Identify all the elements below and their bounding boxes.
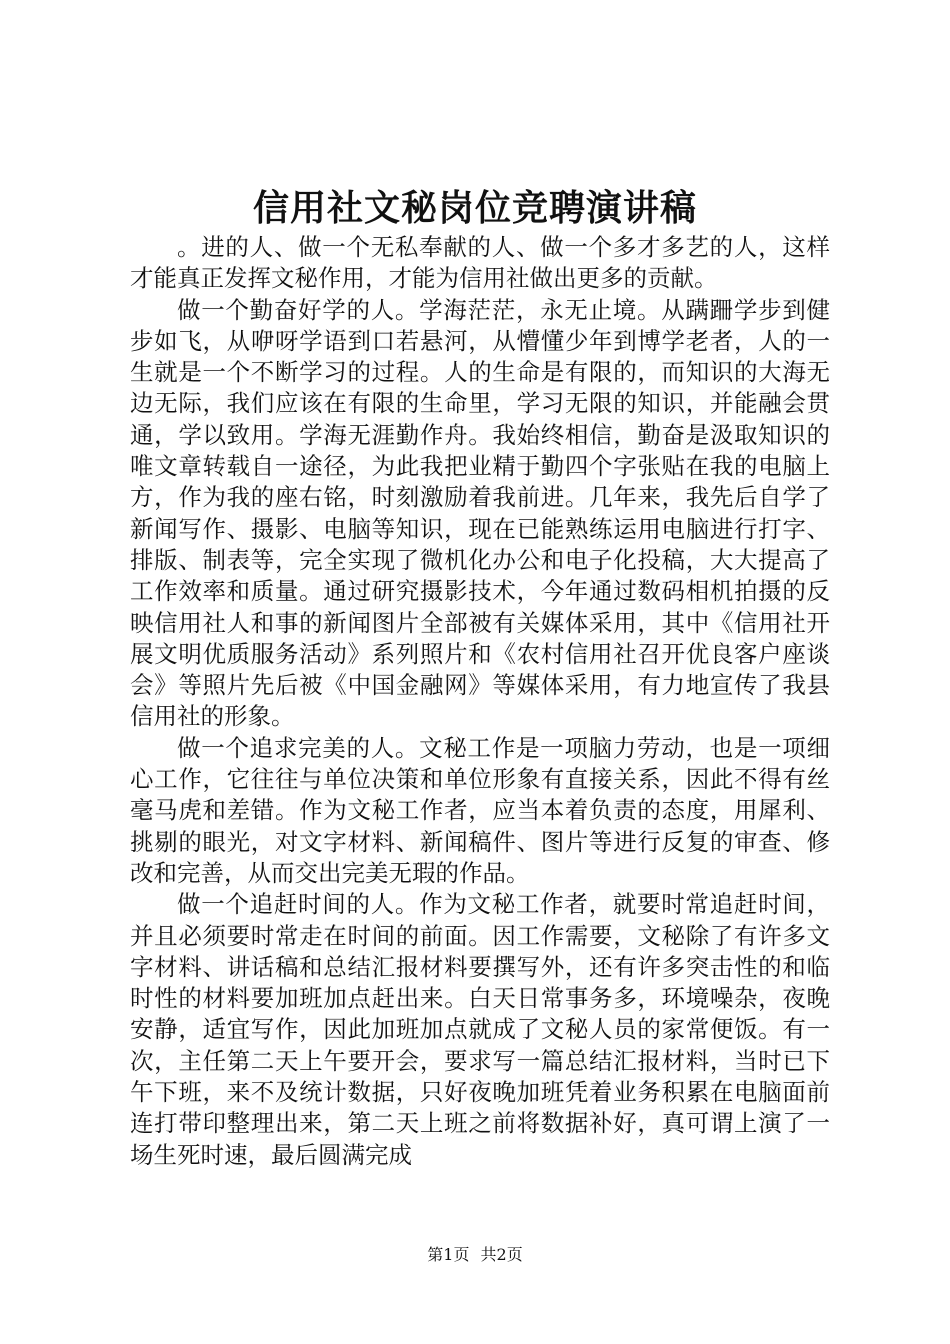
document-title: 信用社文秘岗位竞聘演讲稿 <box>252 187 697 229</box>
page-footer <box>0 1243 950 1267</box>
paragraph-2: 做一个勤奋好学的人。学海茫茫，永无止境。从蹒跚学步到健步如飞，从咿呀学语到口若悬河，从懵懂少年到博学老者，人的一生就是一个不断学习的过程。人的生命是有限的，而知识的大海无边无际，我们应该在有限的生命里，学习无限的知识，并能融会贯通，学以致用。学海无涯勤作舟。我始终相信，勤奋是汲取知识的唯文章转载自一途径，为此我把业精于勤四个字张贴在我的电脑上方，作为我的座右铭，时刻激励着我前进。几年来，我先后自学了新闻写作、摄影、电脑等知识，现在已能熟练运用电脑进行打字、排版、制表等，完全实现了微机化办公和电子化投稿，大大提高了工作效率和质量。通过研究摄影技术，今年通过数码相机拍摄的反映信用社人和事的新闻图片全部被有关媒体采用，其中《信用社开展文明优质服务活动》系列照片和《农村信用社召开优良客户座谈会》等照片先后被《中国金融网》等媒体采用，有力地宣传了我县信用社的形象。 <box>130 295 830 731</box>
page-number-total: 共2页 <box>480 1245 523 1264</box>
page-number-current: 第1页 <box>427 1245 470 1264</box>
paragraph-3: 做一个追求完美的人。文秘工作是一项脑力劳动，也是一项细心工作，它往往与单位决策和单位形象有直接关系，因此不得有丝毫马虎和差错。作为文秘工作者，应当本着负责的态度，用犀利、挑剔的眼光，对文字材料、新闻稿件、图片等进行反复的审查、修改和完善，从而交出完美无瑕的作品。 <box>130 733 830 887</box>
paragraph-4: 做一个追赶时间的人。作为文秘工作者，就要时常追赶时间，并且必须要时常走在时间的前面。因工作需要，文秘除了有许多文字材料、讲话稿和总结汇报材料要撰写外，还有许多突击性的和临时性的材料要加班加点赶出来。白天日常事务多，环境噪杂，夜晚安静，适宜写作，因此加班加点就成了文秘人员的家常便饭。有一次，主任第二天上午要开会，要求写一篇总结汇报材料，当时已下午下班，来不及统计数据，只好夜晚加班凭着业务积累在电脑面前连打带印整理出来，第二天上班之前将数据补好，真可谓上演了一场生死时速，最后圆满完成 <box>130 890 830 1169</box>
document-body <box>130 232 830 1171</box>
paragraph-1: 。进的人、做一个无私奉献的人、做一个多才多艺的人，这样才能真正发挥文秘作用，才能为信用社做出更多的贡献。 <box>130 233 830 293</box>
